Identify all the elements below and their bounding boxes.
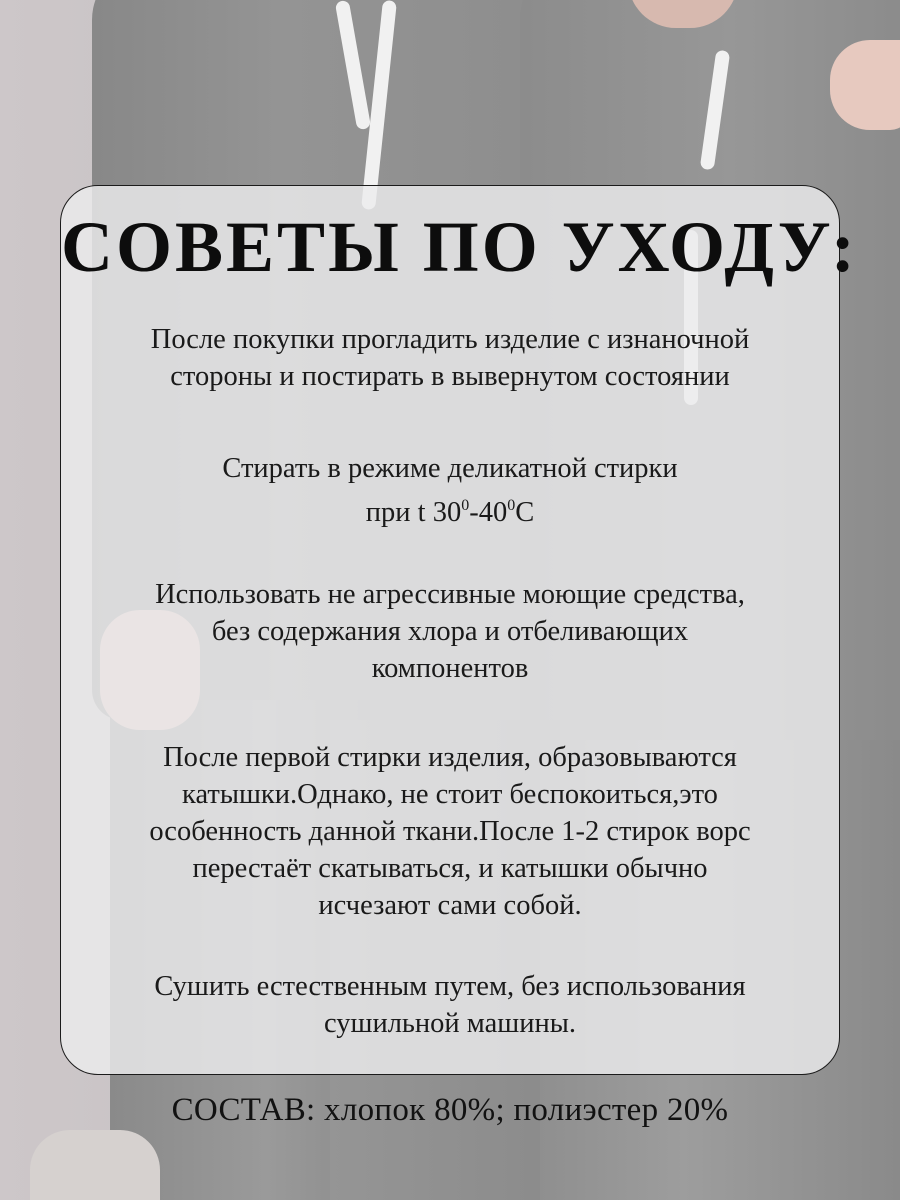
tip-line: перестаёт скатываться, и катышки обычно bbox=[192, 853, 708, 884]
care-tip-ironing bbox=[91, 321, 809, 395]
temperature-range: -40 bbox=[469, 497, 508, 528]
tip-line: особенность данной ткани.После 1-2 стирок ворс bbox=[149, 816, 751, 847]
tip-line: Использовать не агрессивные моющие средства, bbox=[155, 579, 745, 610]
care-tip-detergent bbox=[91, 576, 809, 687]
fabric-composition: СОСТАВ: хлопок 80%; полиэстер 20% bbox=[171, 1092, 729, 1128]
tip-line: сушильной машины. bbox=[323, 1008, 577, 1039]
temperature-prefix: при t 30 bbox=[365, 497, 462, 528]
tip-line: исчезают сами собой. bbox=[318, 890, 582, 921]
care-tip-drying bbox=[91, 968, 809, 1042]
sneaker bbox=[30, 1130, 160, 1200]
care-tip-washing bbox=[91, 450, 809, 531]
tip-line: Сушить естественным путем, без использования bbox=[154, 971, 746, 1002]
tip-line: компонентов bbox=[371, 653, 529, 684]
tip-line: После первой стирки изделия, образовываются bbox=[163, 742, 737, 773]
tip-line: катышки.Однако, не стоит беспокоиться,это bbox=[182, 779, 718, 810]
degree-mark: 0 bbox=[461, 497, 470, 514]
care-tips-card bbox=[60, 185, 858, 1075]
temperature-unit: C bbox=[515, 497, 535, 528]
tip-line: После покупки прогладить изделие с изнаночной bbox=[150, 324, 750, 355]
tip-line: Стирать в режиме деликатной стирки bbox=[222, 453, 678, 484]
degree-mark: 0 bbox=[507, 497, 516, 514]
hand-on-shoulder bbox=[830, 40, 900, 130]
care-tip-pilling bbox=[91, 739, 809, 924]
care-tips-title: СОВЕТЫ ПО УХОДУ: bbox=[61, 207, 858, 287]
tip-line-temperature bbox=[91, 487, 809, 531]
tip-line: стороны и постирать в вывернутом состоянии bbox=[170, 361, 730, 392]
tip-line: без содержания хлора и отбеливающих bbox=[211, 616, 689, 647]
